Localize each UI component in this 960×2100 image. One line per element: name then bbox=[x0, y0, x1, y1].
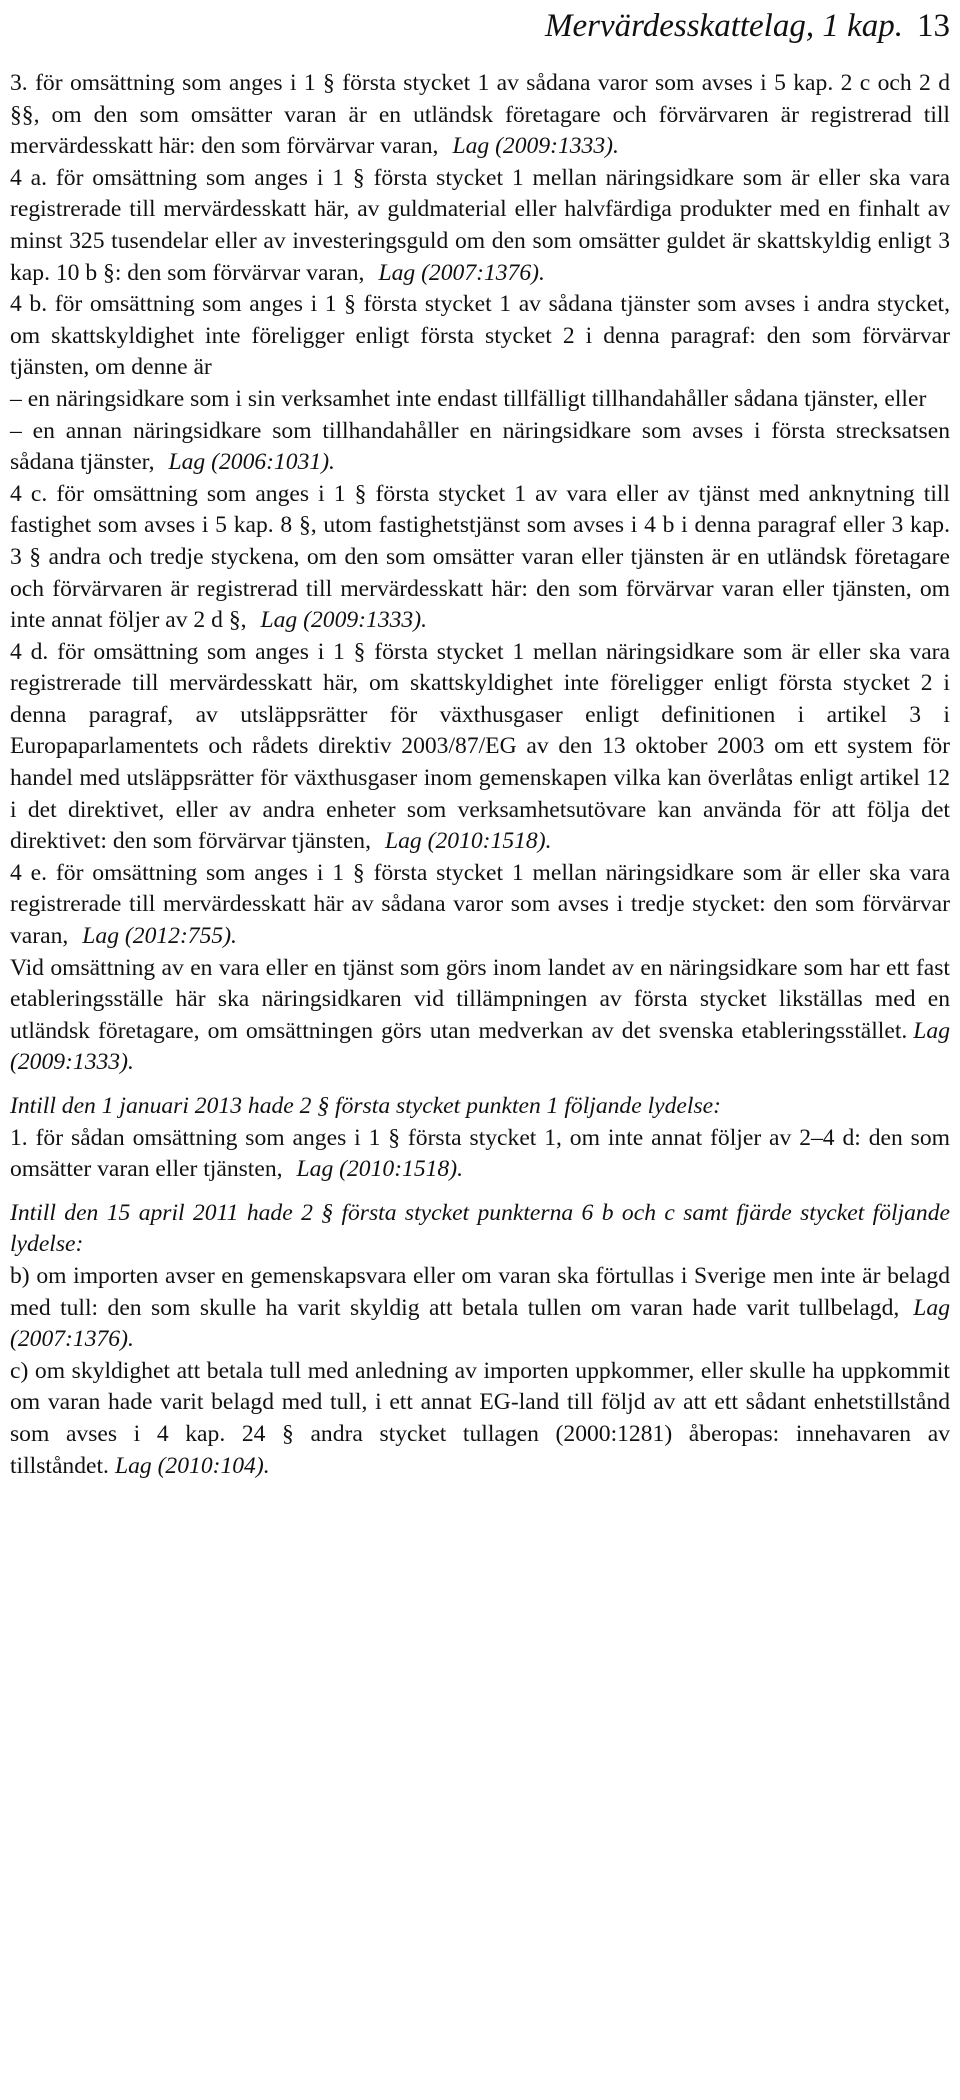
law-reference: Lag (2012:755). bbox=[82, 923, 237, 950]
law-reference: Lag (2010:104). bbox=[114, 1452, 270, 1479]
law-reference: Lag (2010:1518). bbox=[296, 1156, 463, 1183]
paragraph-item-4c: 4 c. för omsättning som anges i 1 § första stycket 1 av vara eller av tjänst med anknytning till fastighet som avses i 5 kap. 8 §, utom fastighetstjänst som avses i 4 b i denna paragraf eller 3 kap. 3 § andra och tredje styckena, om den som omsätter varan eller tjänsten är en utländsk företagare och förvärvaren är registrerad till mervärdesskatt här: den som förvärvar varan eller tjänsten, om inte annat följer av 2 d §, Lag (2009:1333). bbox=[10, 480, 950, 634]
paragraph-item-4b: 4 b. för omsättning som anges i 1 § första stycket 1 av sådana tjänster som avses i andra stycket, om skattskyldighet inte föreligger enligt första stycket 2 i denna paragraf: den som förvärvar tjänsten, om denne är bbox=[10, 291, 950, 381]
transition-note: Intill den 15 april 2011 hade 2 § första stycket punkterna 6 b och c samt fjärde stycket följande lydelse: bbox=[10, 1199, 950, 1258]
law-reference: Lag (2010:1518). bbox=[385, 828, 552, 855]
paragraph-old-item-1: 1. för sådan omsättning som anges i 1 § första stycket 1, om inte annat följer av 2–4 d: den som omsätter varan eller tjänsten, Lag (2010:1518). bbox=[10, 1124, 950, 1183]
paragraph-item-4e: 4 e. för omsättning som anges i 1 § första stycket 1 mellan näringsidkare som är eller ska vara registrerade till mervärdesskatt här av sådana varor som avses i tredje stycket: den som förvärvar varan, Lag (2012:755). bbox=[10, 859, 950, 950]
dash-list-item: – en näringsidkare som i sin verksamhet inte endast tillfälligt tillhandahåller sådana tjänster, eller bbox=[10, 385, 927, 412]
paragraph-item-4a: 4 a. för omsättning som anges i 1 § första stycket 1 mellan näringsidkare som är eller ska vara registrerade till mervärdesskatt här, av guldmaterial eller halvfärdiga produkter med en finhalt av minst 325 tusendelar eller av investeringsguld om den som omsätter guldet är skattskyldig enligt 3 kap. 10 b §: den som förvärvar varan, Lag (2007:1376). bbox=[10, 164, 950, 286]
law-reference: Lag (2007:1376). bbox=[378, 259, 545, 286]
law-reference: Lag (2009:1333). bbox=[10, 1017, 950, 1076]
law-reference: Lag (2007:1376). bbox=[10, 1294, 950, 1353]
document-page bbox=[10, 0, 950, 1482]
document-body bbox=[10, 68, 950, 1482]
law-reference: Lag (2009:1333). bbox=[260, 607, 427, 634]
running-title: Mervärdesskattelag, 1 kap. bbox=[544, 8, 903, 44]
page-header bbox=[10, 0, 950, 68]
paragraph-old-item-b: b) om importen avser en gemenskapsvara eller om varan ska förtullas i Sverige men inte är belagd med tull: den som skulle ha varit skyldig att betala tullen om varan hade varit tullbelagd, Lag (2007:1376). bbox=[10, 1262, 950, 1353]
paragraph-item-3: 3. för omsättning som anges i 1 § första stycket 1 av sådana varor som avses i 5 kap. 2 c och 2 d §§, om den som omsätter varan är en utländsk företagare och förvärvaren är registrerad till mervärdesskatt här: den som förvärvar varan, Lag (2009:1333). bbox=[10, 70, 950, 160]
law-reference: Lag (2009:1333). bbox=[452, 133, 619, 160]
dash-list-item: – en annan näringsidkare som tillhandahåller en näringsidkare som avses i första strecksatsen sådana tjänster, Lag (2006:1031). bbox=[10, 417, 950, 476]
law-reference: Lag (2006:1031). bbox=[168, 449, 335, 476]
page-number: 13 bbox=[917, 8, 950, 44]
paragraph-item-4d: 4 d. för omsättning som anges i 1 § första stycket 1 mellan näringsidkare som är eller ska vara registrerade till mervärdesskatt här, om skattskyldighet inte föreligger enligt första stycket 2 i denna paragraf, av utsläppsrätter för växthusgaser enligt definitionen i artikel 3 i Europaparlamentets och rådets direktiv 2003/87/EG av den 13 oktober 2003 om ett system för handel med utsläppsrätter för växthusgaser inom gemenskapen vilka kan överlåtas enligt artikel 12 i det direktivet, eller av andra enheter som verksamhetsutövare kan använda för att följa det direktivet: den som förvärvar tjänsten, Lag (2010:1518). bbox=[10, 638, 950, 855]
transition-note: Intill den 1 januari 2013 hade 2 § första stycket punkten 1 följande lydelse: bbox=[10, 1093, 721, 1119]
paragraph-second-stycke: Vid omsättning av en vara eller en tjänst som görs inom landet av en näringsidkare som har ett fast etableringsställe här ska näringsidkaren vid tillämpningen av första stycket likställas med en utländsk företagare, om omsättningen görs utan medverkan av det svenska etableringsstället. Lag (2009:1333). bbox=[10, 954, 950, 1076]
paragraph-old-item-c: c) om skyldighet att betala tull med anledning av importen uppkommer, eller skulle ha uppkommit om varan hade varit belagd med tull, i ett annat EG-land till följd av att ett sådant enhetstillstånd som avses i 4 kap. 24 § andra stycket tullagen (2000:1281) åberopas: innehavaren av tillståndet. Lag (2010:104). bbox=[10, 1357, 950, 1479]
